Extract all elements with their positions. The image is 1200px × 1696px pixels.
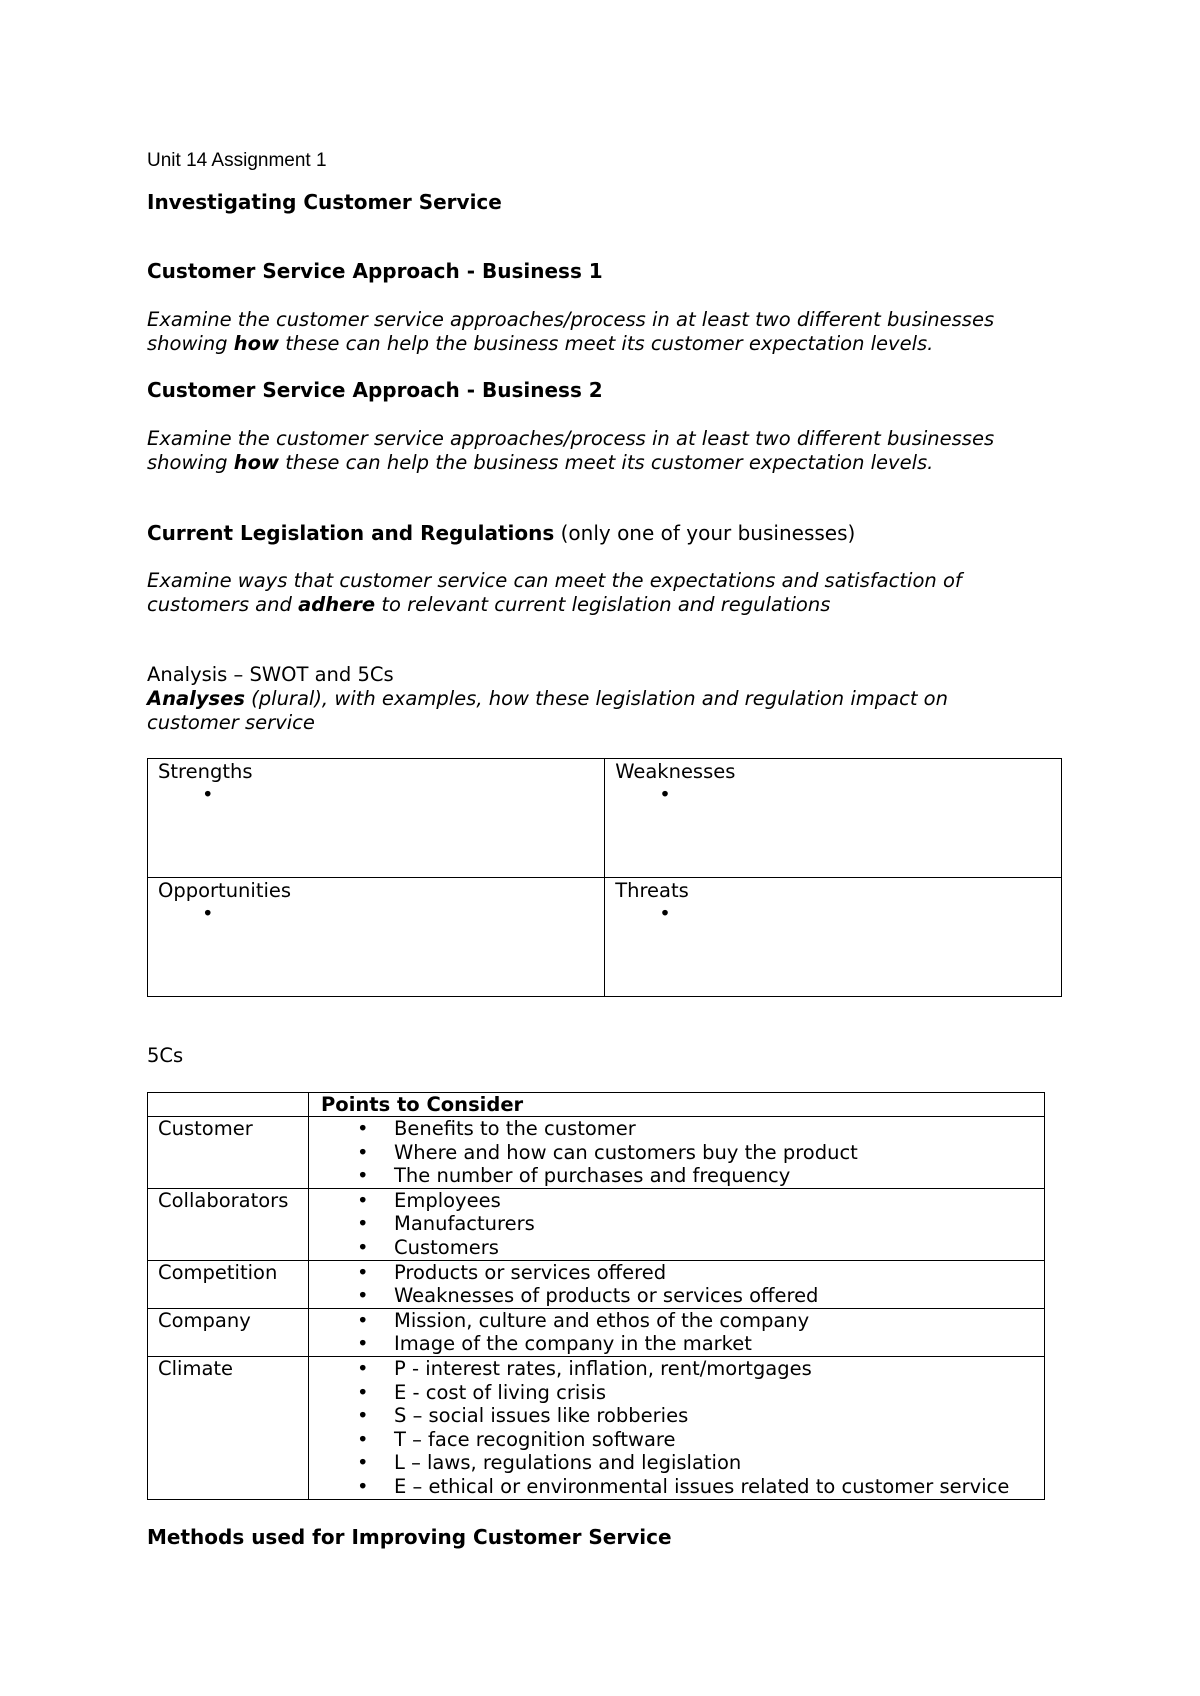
fivec-header-cell: Points to Consider	[309, 1093, 1045, 1117]
point-text: Mission, culture and ethos of the company	[394, 1308, 810, 1332]
business1-line2	[147, 332, 994, 356]
legislation-instructions	[147, 569, 962, 616]
swot-cell-label: Strengths	[158, 760, 253, 783]
fivec-row-label: Climate	[148, 1356, 309, 1499]
point-text: L – laws, regulations and legislation	[394, 1451, 742, 1475]
swot-cell-label: Opportunities	[158, 879, 292, 902]
point-item	[309, 1236, 1044, 1260]
point-text: E – ethical or environmental issues related to customer service	[394, 1474, 1010, 1498]
point-item	[309, 1309, 1044, 1333]
point-item	[309, 1212, 1044, 1236]
swot-cell-label: Weaknesses	[615, 760, 736, 783]
point-text: E - cost of living crisis	[394, 1380, 607, 1404]
analysis-line1	[147, 687, 948, 711]
business1-line2-suffix: these can help the business meet its customer expectation levels.	[279, 331, 934, 355]
fivec-row-label: Collaborators	[148, 1188, 309, 1260]
legislation-heading-bold: Current Legislation and Regulations	[147, 521, 555, 545]
point-item	[309, 1475, 1044, 1499]
point-item	[309, 1261, 1044, 1285]
bullet-icon: •	[357, 1117, 369, 1140]
swot-table	[147, 758, 1062, 997]
legislation-heading-note: (only one of your businesses)	[554, 521, 856, 545]
business2-line1: Examine the customer service approaches/process in at least two different businesses	[147, 427, 995, 450]
fivec-row	[148, 1356, 1045, 1499]
point-text: Customers	[394, 1235, 499, 1259]
business2-line2-prefix: showing	[147, 450, 234, 474]
point-text: The number of purchases and frequency	[394, 1164, 791, 1188]
bullet-icon: •	[659, 902, 671, 925]
point-item	[309, 1117, 1044, 1141]
bullet-icon: •	[357, 1356, 369, 1380]
point-item	[309, 1332, 1044, 1356]
point-item	[309, 1381, 1044, 1405]
fivec-row-points	[309, 1356, 1045, 1499]
point-text: Benefits to the customer	[394, 1117, 636, 1140]
business2-instructions	[147, 427, 994, 474]
fivec-row-points	[309, 1308, 1045, 1356]
unit-label: Unit 14 Assignment 1	[147, 150, 327, 171]
legislation-heading	[147, 521, 855, 545]
analysis-instructions	[147, 687, 948, 734]
bullet-icon: •	[659, 783, 671, 806]
fivec-table	[147, 1092, 1045, 1500]
legislation-line2-prefix: customers and	[147, 592, 299, 616]
fivec-label: 5Cs	[147, 1044, 184, 1067]
swot-row	[148, 878, 1062, 997]
legislation-line2	[147, 593, 962, 617]
bullet-icon: •	[357, 1235, 369, 1259]
fivec-body	[148, 1117, 1045, 1500]
analysis-line2: customer service	[147, 710, 315, 734]
bullet-icon: •	[357, 1474, 369, 1498]
bullet-icon: •	[357, 1427, 369, 1451]
business1-line1: Examine the customer service approaches/process in at least two different businesses	[147, 308, 995, 331]
point-item	[309, 1404, 1044, 1428]
fivec-row-label: Competition	[148, 1260, 309, 1308]
fivec-row	[148, 1260, 1045, 1308]
business2-heading: Customer Service Approach - Business 2	[147, 378, 603, 402]
point-item	[309, 1428, 1044, 1452]
fivec-row-points	[309, 1117, 1045, 1189]
fivec-header-row	[148, 1093, 1045, 1117]
point-text: Employees	[394, 1188, 501, 1212]
bullet-icon: •	[357, 1212, 369, 1236]
point-text: Image of the company in the market	[394, 1332, 752, 1356]
business1-heading: Customer Service Approach - Business 1	[147, 259, 603, 283]
point-item	[309, 1141, 1044, 1165]
point-text: S – social issues like robberies	[394, 1404, 689, 1428]
point-text: Where and how can customers buy the product	[394, 1140, 858, 1164]
fivec-row-points	[309, 1188, 1045, 1260]
business2-line2	[147, 451, 994, 475]
points-list	[309, 1189, 1044, 1260]
bullet-icon: •	[357, 1308, 369, 1332]
point-text: Weaknesses of products or services offered	[394, 1284, 819, 1308]
business2-line2-bold: how	[233, 450, 280, 474]
business2-line2-suffix: these can help the business meet its customer expectation levels.	[279, 450, 934, 474]
point-text: T – face recognition software	[394, 1427, 676, 1451]
methods-heading: Methods used for Improving Customer Service	[147, 1525, 672, 1549]
document-title: Investigating Customer Service	[147, 190, 502, 214]
bullet-icon: •	[357, 1284, 369, 1308]
business1-instructions	[147, 308, 994, 355]
swot-cell-threats	[605, 878, 1062, 997]
points-list	[309, 1357, 1044, 1499]
swot-cell-strengths	[148, 759, 605, 878]
legislation-line1: Examine ways that customer service can meet the expectations and satisfaction of	[147, 569, 962, 592]
legislation-line2-suffix: to relevant current legislation and regulations	[375, 592, 831, 616]
points-list	[309, 1309, 1044, 1356]
point-item	[309, 1451, 1044, 1475]
point-text: P - interest rates, inflation, rent/mortgages	[394, 1356, 812, 1380]
bullet-icon: •	[357, 1380, 369, 1404]
fivec-row-points	[309, 1260, 1045, 1308]
bullet-icon: •	[357, 1140, 369, 1164]
point-text: Manufacturers	[394, 1212, 535, 1236]
fivec-row	[148, 1117, 1045, 1189]
fivec-row	[148, 1188, 1045, 1260]
point-text: Products or services offered	[394, 1260, 667, 1284]
business1-line2-prefix: showing	[147, 331, 234, 355]
point-item	[309, 1189, 1044, 1213]
points-list	[309, 1117, 1044, 1188]
bullet-icon: •	[202, 783, 214, 806]
bullet-icon: •	[357, 1404, 369, 1428]
bullet-icon: •	[202, 902, 214, 925]
analysis-heading: Analysis – SWOT and 5Cs	[147, 663, 394, 686]
bullet-icon: •	[357, 1164, 369, 1188]
fivec-row-label: Company	[148, 1308, 309, 1356]
points-list	[309, 1261, 1044, 1308]
point-item	[309, 1164, 1044, 1188]
point-item	[309, 1357, 1044, 1381]
fivec-row-label: Customer	[148, 1117, 309, 1189]
swot-cell-opportunities	[148, 878, 605, 997]
fivec-row	[148, 1308, 1045, 1356]
swot-cell-weaknesses	[605, 759, 1062, 878]
fivec-header-empty-cell	[148, 1093, 309, 1117]
point-item	[309, 1284, 1044, 1308]
swot-row	[148, 759, 1062, 878]
analysis-line1-rest: (plural), with examples, how these legislation and regulation impact on	[244, 687, 948, 710]
analysis-line1-bold: Analyses	[147, 687, 245, 710]
bullet-icon: •	[357, 1451, 369, 1475]
swot-cell-label: Threats	[615, 879, 689, 902]
bullet-icon: •	[357, 1260, 369, 1284]
legislation-line2-bold: adhere	[298, 592, 376, 616]
bullet-icon: •	[357, 1332, 369, 1356]
business1-line2-bold: how	[233, 331, 280, 355]
bullet-icon: •	[357, 1188, 369, 1212]
